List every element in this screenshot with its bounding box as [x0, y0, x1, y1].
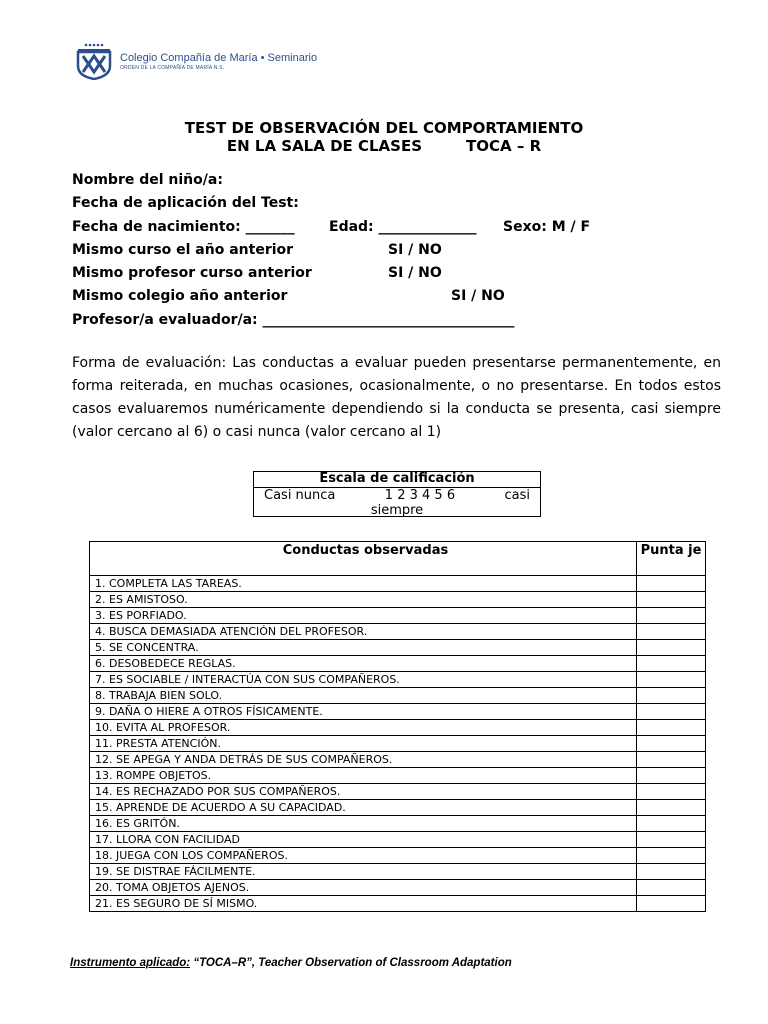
- behavior-item: 14. ES RECHAZADO POR SUS COMPAÑEROS.: [90, 784, 637, 800]
- school-crest-icon: [74, 42, 114, 80]
- behavior-item: 2. ES AMISTOSO.: [90, 592, 637, 608]
- footer-note: [70, 957, 512, 969]
- table-row: [90, 656, 706, 672]
- field-fecha-aplicacion: Fecha de aplicación del Test:: [72, 195, 299, 212]
- table-row: [90, 640, 706, 656]
- table-row: [90, 576, 706, 592]
- behavior-item: 4. BUSCA DEMASIADA ATENCIÓN DEL PROFESOR.: [90, 624, 637, 640]
- score-cell[interactable]: [637, 720, 706, 736]
- behavior-column-header: Conductas observadas: [90, 542, 637, 576]
- table-row: [90, 816, 706, 832]
- behavior-item: 20. TOMA OBJETOS AJENOS.: [90, 880, 637, 896]
- score-cell[interactable]: [637, 592, 706, 608]
- field-mismo-colegio-option: SI / NO: [451, 288, 505, 305]
- field-mismo-profesor: Mismo profesor curso anterior: [72, 265, 312, 282]
- footer-text: “TOCA–R”, Teacher Observation of Classroom Adaptation: [190, 957, 512, 969]
- score-cell[interactable]: [637, 704, 706, 720]
- behavior-item: 15. APRENDE DE ACUERDO A SU CAPACIDAD.: [90, 800, 637, 816]
- behavior-item: 19. SE DISTRAE FÁCILMENTE.: [90, 864, 637, 880]
- school-name: Colegio Compañía de María • Seminario: [120, 51, 318, 64]
- behavior-item: 9. DAÑA O HIERE A OTROS FÍSICAMENTE.: [90, 704, 637, 720]
- behavior-item: 7. ES SOCIABLE / INTERACTÚA CON SUS COMPAÑEROS.: [90, 672, 637, 688]
- table-row: [90, 608, 706, 624]
- behavior-item: 17. LLORA CON FACILIDAD: [90, 832, 637, 848]
- table-row: [90, 736, 706, 752]
- field-mismo-curso-option: SI / NO: [388, 241, 442, 258]
- score-cell[interactable]: [637, 816, 706, 832]
- behavior-item: 8. TRABAJA BIEN SOLO.: [90, 688, 637, 704]
- score-cell[interactable]: [637, 736, 706, 752]
- field-fecha-nacimiento: Fecha de nacimiento: _______: [72, 218, 295, 235]
- score-cell[interactable]: [637, 800, 706, 816]
- title-line-2: [0, 137, 768, 155]
- rating-scale-high-cont: siempre: [370, 503, 424, 518]
- table-row: [90, 672, 706, 688]
- score-cell[interactable]: [637, 896, 706, 912]
- rating-scale-box: [253, 471, 541, 517]
- rating-scale-title: Escala de calificación: [254, 472, 540, 488]
- table-row: [90, 768, 706, 784]
- field-mismo-curso: Mismo curso el año anterior: [72, 241, 294, 258]
- school-subtitle: ORDEN DE LA COMPAÑÍA DE MARÍA N.S.: [120, 64, 225, 71]
- evaluation-instructions: Forma de evaluación: Las conductas a evaluar pueden presentarse permanentemente, en forma reiterada, en muchas ocasiones, ocasionalmente, o no presentarse. En todos estos casos evaluaremos numéricamente dependiendo si la conducta se presenta, casi siempre (valor cercano al 6) o casi nunca (valor cercano al 1): [72, 355, 721, 440]
- score-cell[interactable]: [637, 672, 706, 688]
- behavior-item: 13. ROMPE OBJETOS.: [90, 768, 637, 784]
- title-line-2-main: EN LA SALA DE CLASES: [226, 137, 423, 155]
- page-title: [0, 119, 768, 155]
- behavior-item: 16. ES GRITÓN.: [90, 816, 637, 832]
- table-row: [90, 624, 706, 640]
- field-nombre: Nombre del niño/a:: [72, 172, 223, 188]
- score-column-header: Punta je: [637, 542, 706, 576]
- score-cell[interactable]: [637, 768, 706, 784]
- behavior-table: [89, 541, 706, 912]
- score-cell[interactable]: [637, 608, 706, 624]
- score-cell[interactable]: [637, 784, 706, 800]
- field-profesor-evaluador: Profesor/a evaluador/a: ____________________________________: [72, 311, 515, 328]
- field-sexo: Sexo: M / F: [503, 218, 591, 235]
- field-mismo-colegio: Mismo colegio año anterior: [72, 288, 288, 305]
- behavior-item: 3. ES PORFIADO.: [90, 608, 637, 624]
- table-row: [90, 720, 706, 736]
- footer-label: Instrumento aplicado:: [70, 957, 191, 969]
- title-line-1: TEST DE OBSERVACIÓN DEL COMPORTAMIENTO: [184, 119, 584, 137]
- table-row: [90, 688, 706, 704]
- score-cell[interactable]: [637, 688, 706, 704]
- table-row: [90, 752, 706, 768]
- table-row: [90, 848, 706, 864]
- score-cell[interactable]: [637, 576, 706, 592]
- table-row: [90, 592, 706, 608]
- rating-scale-numbers: 1 2 3 4 5 6: [384, 488, 456, 503]
- behavior-item: 12. SE APEGA Y ANDA DETRÁS DE SUS COMPAÑEROS.: [90, 752, 637, 768]
- score-cell[interactable]: [637, 880, 706, 896]
- table-row: [90, 800, 706, 816]
- field-mismo-profesor-option: SI / NO: [388, 265, 442, 282]
- behavior-item: 18. JUEGA CON LOS COMPAÑEROS.: [90, 848, 637, 864]
- table-row: [90, 832, 706, 848]
- rating-scale-high: casi: [504, 488, 530, 503]
- score-cell[interactable]: [637, 848, 706, 864]
- title-line-2-code: TOCA – R: [466, 137, 542, 155]
- table-row: [90, 784, 706, 800]
- table-row: [90, 704, 706, 720]
- rating-scale-low: Casi nunca: [264, 488, 336, 503]
- score-cell[interactable]: [637, 624, 706, 640]
- score-cell[interactable]: [637, 832, 706, 848]
- behavior-item: 21. ES SEGURO DE SÍ MISMO.: [90, 896, 637, 912]
- behavior-item: 11. PRESTA ATENCIÓN.: [90, 736, 637, 752]
- field-edad: Edad: ______________: [329, 218, 477, 235]
- behavior-item: 5. SE CONCENTRA.: [90, 640, 637, 656]
- behavior-item: 1. COMPLETA LAS TAREAS.: [90, 576, 637, 592]
- score-cell[interactable]: [637, 640, 706, 656]
- score-cell[interactable]: [637, 752, 706, 768]
- table-row: [90, 896, 706, 912]
- score-cell[interactable]: [637, 656, 706, 672]
- behavior-item: 10. EVITA AL PROFESOR.: [90, 720, 637, 736]
- behavior-item: 6. DESOBEDECE REGLAS.: [90, 656, 637, 672]
- student-info-fields: [72, 171, 591, 334]
- table-row: [90, 864, 706, 880]
- school-logo: [74, 42, 317, 80]
- table-row: [90, 880, 706, 896]
- score-cell[interactable]: [637, 864, 706, 880]
